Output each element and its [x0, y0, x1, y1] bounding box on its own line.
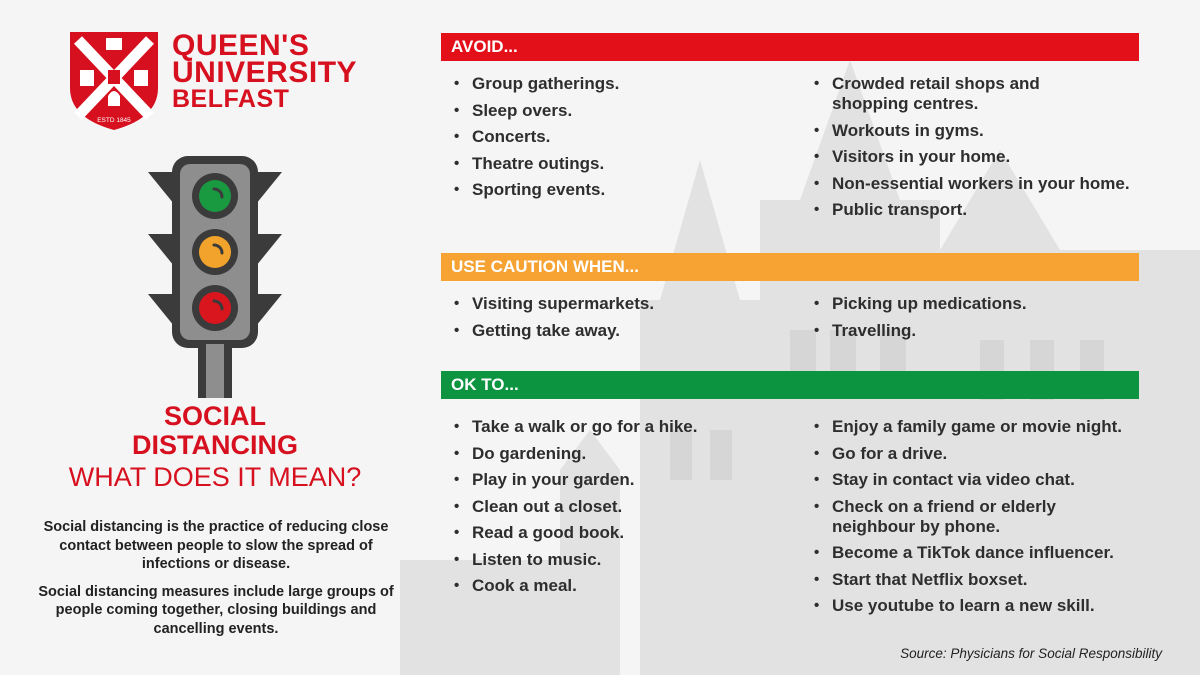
avoid-list-2	[810, 74, 1140, 227]
logo-line2: UNIVERSITY	[172, 56, 358, 89]
subtitle: WHAT DOES IT MEAN?	[68, 462, 362, 492]
source-credit: Source: Physicians for Social Responsibility	[900, 646, 1162, 661]
list-item: • Group gatherings.	[450, 74, 780, 94]
list-item: • Non-essential workers in your home.	[810, 174, 1140, 194]
list-item: • Take a walk or go for a hike.	[450, 417, 780, 437]
list-item: • Enjoy a family game or movie night.	[810, 417, 1150, 437]
university-logo	[68, 30, 358, 134]
traffic-light-icon	[148, 152, 282, 398]
caution-list-2	[810, 294, 1140, 347]
logo-line1: QUEEN'S	[172, 29, 310, 62]
logo-line3: BELFAST	[172, 85, 290, 113]
list-item: • Public transport.	[810, 200, 1140, 220]
list-item: • Listen to music.	[450, 550, 780, 570]
list-item: • Crowded retail shops and shopping centres.	[810, 74, 1042, 114]
list-item: • Visiting supermarkets.	[450, 294, 780, 314]
list-item: • Go for a drive.	[810, 444, 1150, 464]
list-item: • Use youtube to learn a new skill.	[810, 596, 1150, 616]
description	[36, 518, 396, 647]
title-line1: SOCIAL	[163, 401, 266, 431]
avoid-list-1	[450, 74, 780, 207]
list-item: • Concerts.	[450, 127, 780, 147]
ok-list-2	[810, 417, 1150, 623]
description-para2: Social distancing measures include large groups of people coming together, closing buildings and cancelling events.	[38, 583, 394, 637]
list-item: • Travelling.	[810, 321, 1140, 341]
list-item: • Stay in contact via video chat.	[810, 470, 1150, 490]
list-item: • Visitors in your home.	[810, 147, 1140, 167]
list-item: • Check on a friend or elderly neighbour by phone.	[810, 497, 1092, 537]
logo-estd: ESTD 1845	[97, 117, 131, 124]
list-item: • Picking up medications.	[810, 294, 1140, 314]
list-item: • Sporting events.	[450, 180, 780, 200]
list-item: • Theatre outings.	[450, 154, 780, 174]
list-item: • Cook a meal.	[450, 576, 780, 596]
ok-heading: OK TO...	[441, 371, 1139, 399]
list-item: • Become a TikTok dance influencer.	[810, 543, 1150, 563]
description-para1: Social distancing is the practice of reducing close contact between people to slow the spread of infections or disease.	[43, 519, 389, 572]
social-distancing-title	[30, 402, 400, 494]
list-item: • Workouts in gyms.	[810, 121, 1140, 141]
title-line2: DISTANCING	[132, 430, 298, 460]
ok-list-1	[450, 417, 780, 603]
list-item: • Getting take away.	[450, 321, 780, 341]
list-item: • Read a good book.	[450, 523, 780, 543]
list-item: • Play in your garden.	[450, 470, 780, 490]
caution-list-1	[450, 294, 780, 347]
list-item: • Sleep overs.	[450, 101, 780, 121]
list-item: • Clean out a closet.	[450, 497, 780, 517]
caution-heading: USE CAUTION WHEN...	[441, 253, 1139, 281]
list-item: • Start that Netflix boxset.	[810, 570, 1150, 590]
list-item: • Do gardening.	[450, 444, 780, 464]
avoid-heading: AVOID...	[441, 33, 1139, 61]
